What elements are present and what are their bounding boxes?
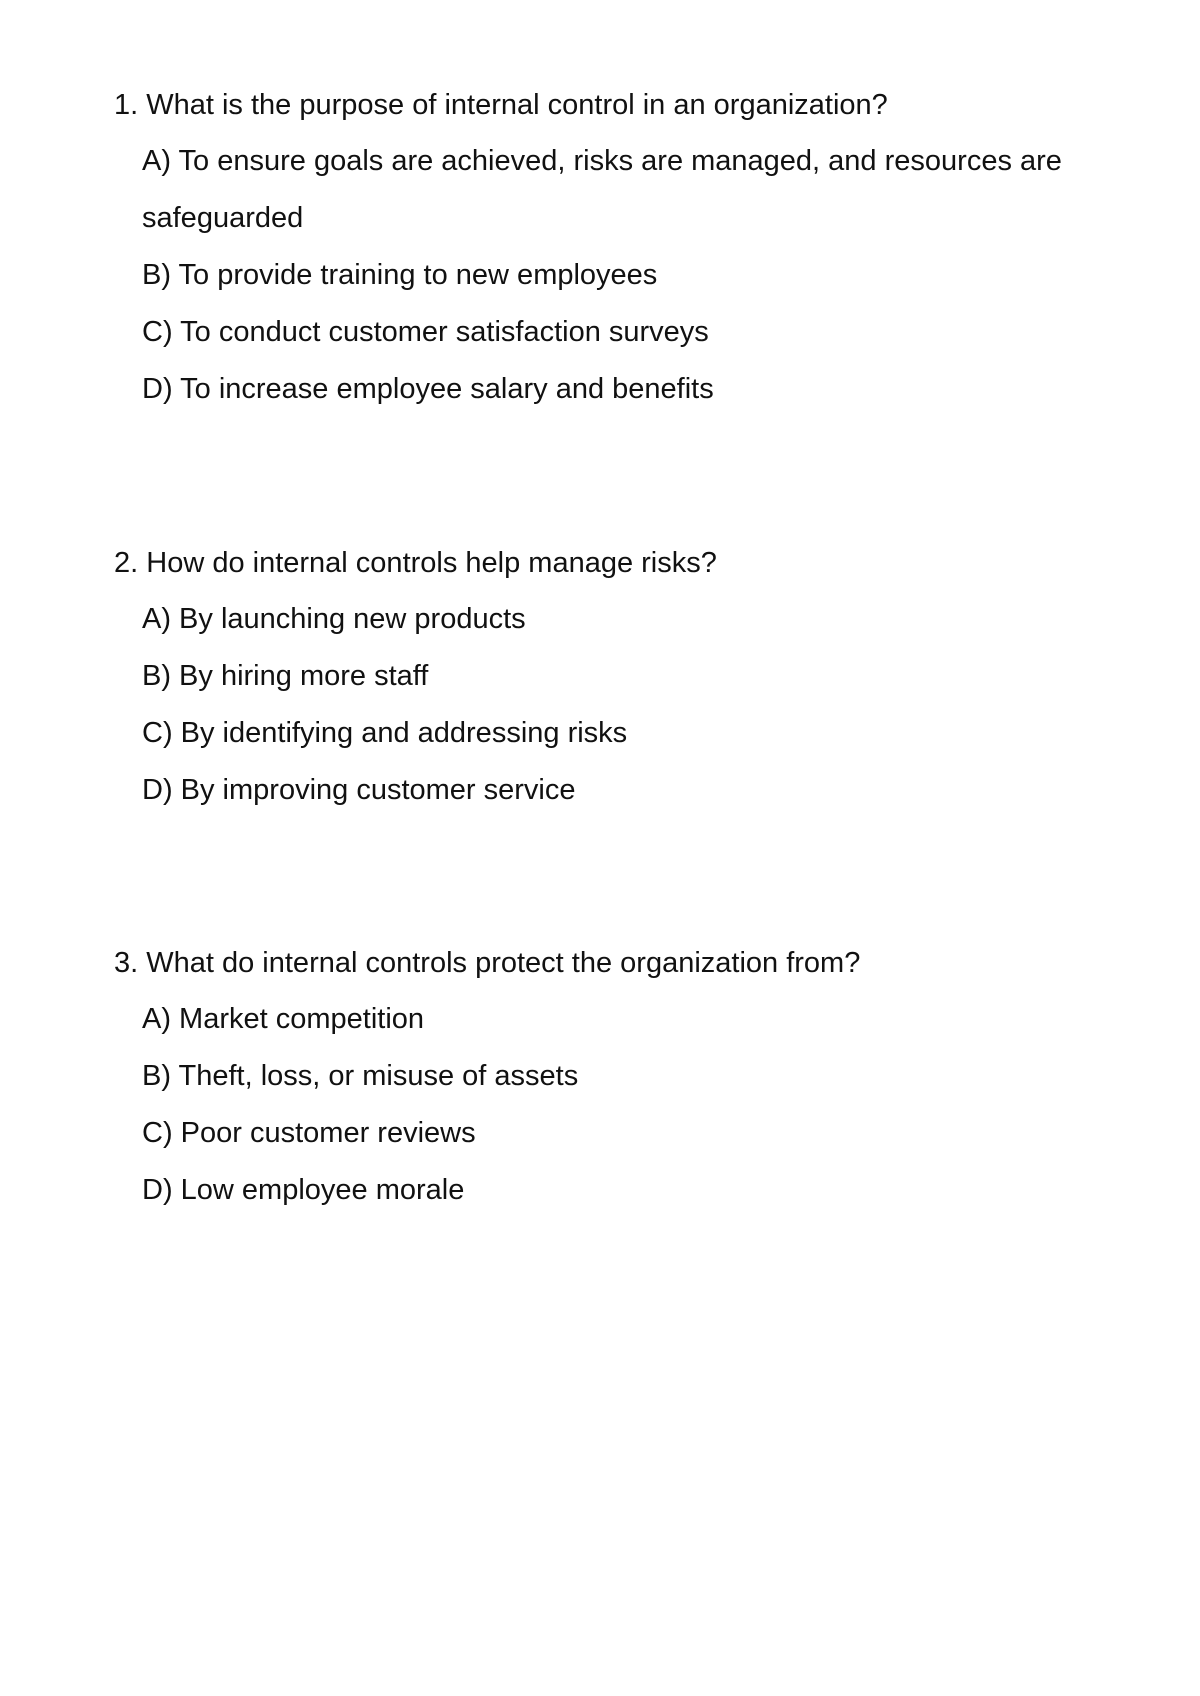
question-3-text bbox=[114, 935, 1174, 991]
question-3-options bbox=[114, 991, 1174, 1219]
option-b: B) To provide training to new employees bbox=[142, 259, 658, 291]
question-prompt: How do internal controls help manage risks? bbox=[146, 547, 717, 579]
question-number: 3. bbox=[114, 947, 139, 979]
option-c: C) Poor customer reviews bbox=[142, 1117, 476, 1149]
question-2-text bbox=[114, 535, 1174, 591]
question-number: 2. bbox=[114, 547, 139, 579]
option-a: A) By launching new products bbox=[142, 603, 526, 635]
question-1-text bbox=[114, 77, 1174, 133]
option-a: A) To ensure goals are achieved, risks are managed, and resources are safeguarded bbox=[142, 145, 1062, 234]
option-c: C) By identifying and addressing risks bbox=[142, 717, 628, 749]
option-d: D) To increase employee salary and benefits bbox=[142, 373, 714, 405]
question-number: 1. bbox=[114, 89, 139, 121]
question-3 bbox=[114, 935, 1174, 1219]
option-b: B) By hiring more staff bbox=[142, 660, 429, 692]
option-a: A) Market competition bbox=[142, 1003, 425, 1035]
question-1 bbox=[114, 77, 1174, 418]
option-b: B) Theft, loss, or misuse of assets bbox=[142, 1060, 579, 1092]
question-2-options bbox=[114, 591, 1174, 819]
option-c: C) To conduct customer satisfaction surveys bbox=[142, 316, 709, 348]
question-prompt: What do internal controls protect the organization from? bbox=[146, 947, 861, 979]
question-2 bbox=[114, 535, 1174, 819]
question-prompt: What is the purpose of internal control in an organization? bbox=[146, 89, 888, 121]
option-d: D) By improving customer service bbox=[142, 774, 576, 806]
question-1-options bbox=[114, 133, 1174, 418]
option-d: D) Low employee morale bbox=[142, 1174, 465, 1206]
